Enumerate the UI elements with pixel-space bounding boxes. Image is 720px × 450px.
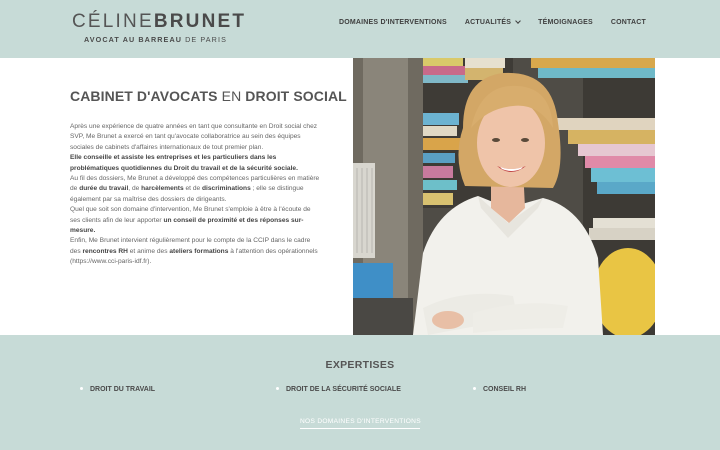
intro-p3d: harcèlements <box>141 185 184 193</box>
intro-p5a: Enfin, Me Brunet intervient régulièrement pour le compte de la CCIP dans le cadre des <box>70 237 311 255</box>
intro-section <box>0 58 720 335</box>
expertise-item-conseil-rh[interactable] <box>473 386 526 393</box>
nav-label: CONTACT <box>610 19 646 26</box>
expertises-title: EXPERTISES <box>325 359 395 371</box>
intro-p1: Après une expérience de quatre années en tant que consultante en Droit social chez SVP, Me Brunet a exercé en tant qu'avocate collaboratrice au sein des équipes sociales de cabinets d'affaires internationaux de tout premier plan. <box>70 123 318 151</box>
intro-p3g: ; elle se distingue également par sa maîtrise des dossiers de dirigeants. <box>70 185 304 203</box>
expertise-label: CONSEIL RH <box>483 386 527 393</box>
site-header <box>0 0 720 58</box>
intro-p5d: ateliers formations <box>169 247 229 255</box>
intro-p3a: Au fil des dossiers, Me Brunet a développé des compétences particulières en matière de <box>70 175 320 193</box>
expertise-item-droit-du-travail[interactable] <box>80 386 155 393</box>
nav-label: TÉMOIGNAGES <box>538 19 593 26</box>
logo-subtitle <box>72 35 246 44</box>
nav-item-actualites[interactable] <box>465 19 520 26</box>
nav-item-domaines[interactable] <box>339 19 447 26</box>
title-part-2: EN <box>221 88 242 104</box>
logo-name <box>72 12 246 32</box>
intro-p3c: , de <box>128 185 140 193</box>
title-part-3: DROIT SOCIAL <box>245 88 347 104</box>
logo-subtitle-bold: AVOCAT AU BARREAU <box>84 35 183 44</box>
intro-p3b: durée du travail <box>79 185 129 193</box>
portrait-photo <box>353 58 655 335</box>
intro-p5b: rencontres RH <box>82 247 128 255</box>
site-logo[interactable] <box>72 12 246 44</box>
bullet-icon <box>80 387 83 390</box>
nav-label: DOMAINES D'INTERVENTIONS <box>338 19 447 26</box>
intro-p4a: Quel que soit son domaine d'intervention, Me Brunet s'emploie à être à l'écoute de ses clients afin de leur apporter <box>70 206 311 224</box>
logo-subtitle-light: DE PARIS <box>185 35 227 44</box>
logo-last-name: BRUNET <box>153 11 247 32</box>
bullet-icon <box>473 387 476 390</box>
intro-p5e: à l'attention des opérationnels (https://www.cci-paris-idf.fr). <box>70 247 318 266</box>
intro-p3f: discriminations <box>202 185 251 193</box>
expertise-item-securite-sociale[interactable] <box>276 386 401 393</box>
intro-p4b: un conseil de proximité et des réponses sur-mesure. <box>70 216 304 235</box>
expertises-list <box>0 386 720 398</box>
intro-text <box>70 122 322 268</box>
nav-label: ACTUALITÉS <box>464 19 512 26</box>
portrait-illustration <box>353 58 655 335</box>
expertise-label: DROIT DU TRAVAIL <box>90 386 156 393</box>
bullet-icon <box>276 387 279 390</box>
intro-p5c: et anime des <box>129 247 168 255</box>
nav-item-contact[interactable] <box>611 19 646 26</box>
domaines-link[interactable]: NOS DOMAINES D'INTERVENTIONS <box>300 418 420 429</box>
nav-item-temoignages[interactable] <box>538 19 593 26</box>
main-nav <box>321 19 646 26</box>
logo-first-name: CÉLINE <box>72 11 154 32</box>
chevron-down-icon <box>515 18 521 24</box>
intro-p3e: et de <box>185 185 201 193</box>
page-title <box>70 88 347 104</box>
title-part-1: CABINET D'AVOCATS <box>70 88 218 104</box>
intro-p2: Elle conseille et assiste les entreprises et les particuliers dans les problématiques quotidiennes du Droit du travail et de la sécurité sociale. <box>70 154 298 172</box>
expertise-label: DROIT DE LA SÉCURITÉ SOCIALE <box>286 386 401 393</box>
